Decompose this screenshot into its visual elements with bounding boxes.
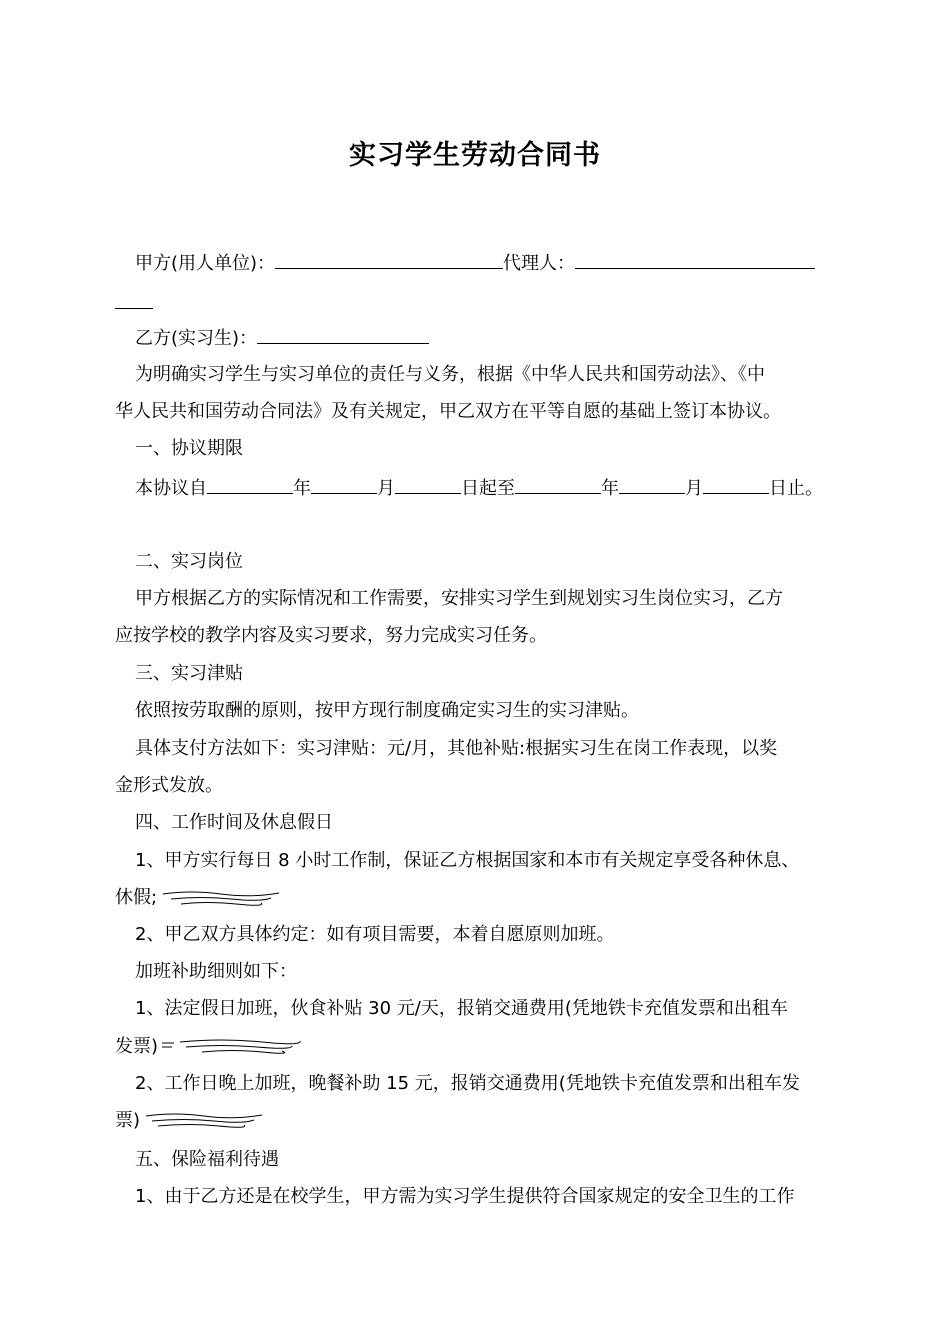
period-text-end: 日止。	[769, 478, 823, 499]
sec1-heading: 一、协议期限	[135, 438, 243, 459]
party-a-blank[interactable]	[275, 250, 503, 269]
start-year-blank[interactable]	[207, 475, 293, 494]
sec2-line-1: 甲方根据乙方的实际情况和工作需要，安排实习学生到规划实习生岗位实习，乙方	[135, 588, 783, 609]
rest-holiday-text: 休假;	[115, 887, 158, 908]
sec4-heading: 四、工作时间及休息假日	[135, 812, 333, 833]
agent-blank[interactable]	[575, 250, 815, 269]
sec3-line-1: 依照按劳取酬的原则，按甲方现行制度确定实习生的实习津贴。	[135, 700, 639, 721]
end-month-blank[interactable]	[619, 475, 685, 494]
sec4-item1-line-2	[115, 885, 845, 911]
start-month-blank[interactable]	[311, 475, 377, 494]
sec3-heading: 三、实习津贴	[135, 663, 243, 684]
subsidy-1-line-2	[115, 1034, 845, 1060]
party-b-blank[interactable]	[257, 325, 429, 344]
wavy-mark-icon	[162, 1037, 302, 1057]
sec4-item2: 2、甲乙双方具体约定：如有项目需要，本着自愿原则加班。	[135, 924, 615, 945]
subsidy-heading: 加班补助细则如下：	[135, 961, 297, 982]
invoice-text-2: 票)	[115, 1110, 141, 1131]
period-text-to: 日起至	[461, 478, 515, 499]
sec2-line-2: 应按学校的教学内容及实习要求，努力完成实习任务。	[115, 625, 547, 646]
agent-label: 代理人：	[503, 253, 576, 274]
party-a-line	[135, 250, 865, 277]
agreement-period-line	[135, 475, 865, 502]
wavy-mark-icon	[144, 1111, 264, 1131]
sec3-line-2: 具体支付方法如下：实习津贴：元/月，其他补贴:根据实习生在岗工作表现，以奖	[135, 738, 778, 759]
period-text-month-end: 月	[685, 478, 703, 499]
intro-line-2: 华人民共和国劳动合同法》及有关规定，甲乙双方在平等自愿的基础上签订本协议。	[115, 401, 781, 422]
wavy-mark-icon	[161, 888, 281, 908]
document-title: 实习学生劳动合同书	[349, 140, 601, 171]
party-b-line	[135, 325, 865, 352]
party-b-label: 乙方(实习生)：	[135, 328, 258, 349]
sec3-line-3: 金形式发放。	[115, 775, 223, 796]
period-text-year-end: 年	[601, 478, 619, 499]
agent-blank-continued	[115, 290, 845, 317]
intro-line-1: 为明确实习学生与实习单位的责任与义务，根据《中华人民共和国劳动法》、《中	[135, 364, 765, 385]
period-text-from: 本协议自	[135, 478, 207, 499]
period-text-month: 月	[377, 478, 395, 499]
sec5-item1-line-1: 1、由于乙方还是在校学生，甲方需为实习学生提供符合国家规定的安全卫生的工作	[135, 1186, 795, 1207]
end-day-blank[interactable]	[703, 475, 769, 494]
sec5-heading: 五、保险福利待遇	[135, 1149, 279, 1170]
subsidy-1-line-1: 1、法定假日加班，伙食补贴 30 元/天，报销交通费用(凭地铁卡充值发票和出租车	[135, 998, 788, 1019]
party-a-label: 甲方(用人单位)：	[135, 253, 276, 274]
subsidy-2-line-2	[115, 1108, 845, 1134]
sec2-heading: 二、实习岗位	[135, 551, 243, 572]
period-text-year: 年	[293, 478, 311, 499]
subsidy-2-line-1: 2、工作日晚上加班，晚餐补助 15 元，报销交通费用(凭地铁卡充值发票和出租车发	[135, 1073, 800, 1094]
sec4-item1-line-1: 1、甲方实行每日 8 小时工作制，保证乙方根据国家和本市有关规定享受各种休息、	[135, 850, 800, 871]
agent-blank-tail[interactable]	[115, 290, 153, 309]
start-day-blank[interactable]	[395, 475, 461, 494]
invoice-text-1: 发票)	[115, 1036, 159, 1057]
end-year-blank[interactable]	[515, 475, 601, 494]
